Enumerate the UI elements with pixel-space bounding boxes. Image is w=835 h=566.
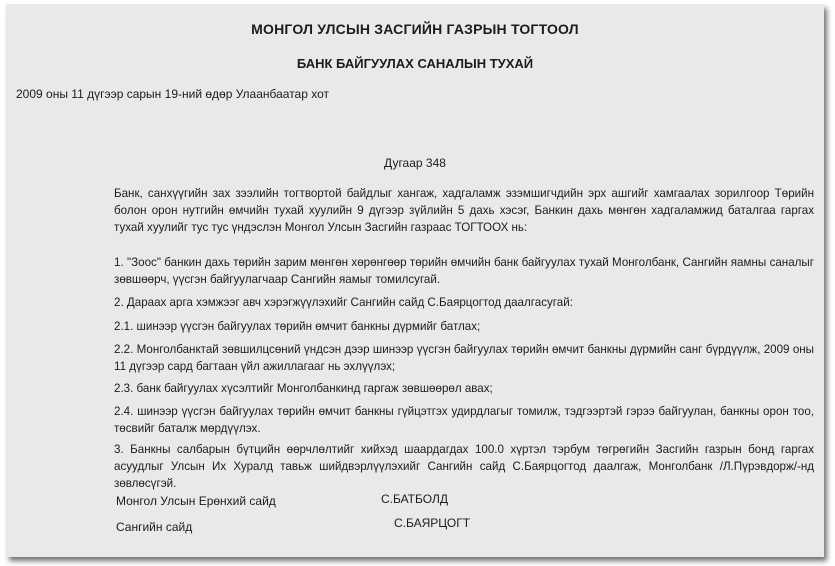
item-2-3: 2.3. банк байгуулах хүсэлтийг Монголбанкинд гаргаж зөвшөөрөл авах; (114, 382, 493, 395)
resolution-number: Дугаар 348 (384, 156, 446, 170)
preamble-paragraph: Банк, санхүүгийн зах зээлийн тогтвортой байдлыг хангаж, хадгаламж эзэмшигчдийн эрх ашгийг хамгаалах зорилгоор Төрийн болон орон нутгийн өмчийн тухай хуулийн 9 дүгээр зүйлийн 5 дахь хэсэг, Банкин дахь мөнгөн хадгаламжид баталгаа гаргах тухай хуулийг тус тус үндэслэн Монгол Улсын Засгийн газраас ТОГТООХ нь: (114, 187, 814, 234)
date-place-line: 2009 оны 11 дүгээр сарын 19-ний өдөр Улаанбаатар хот (16, 87, 330, 101)
signature-title-prime-minister: Монгол Улсын Ерөнхий сайд (116, 494, 276, 508)
item-2: 2. Дараах арга хэмжээг авч хэрэгжүүлэхийг Сангийн сайд С.Баярцогтод даалгасугай: (114, 296, 573, 309)
item-2-2: 2.2. Монголбанктай зөвшилцсөний үндсэн дээр шинээр үүсгэн байгуулах төрийн өмчит банкны дүрмийн санг бүрдүүлж, 2009 оны 11 дүгээр сард багтаан үйл ажиллагааг нь эхлүүлэх; (114, 343, 814, 373)
document-title: МОНГОЛ УЛСЫН ЗАСГИЙН ГАЗРЫН ТОГТООЛ (251, 21, 579, 37)
item-3: 3. Банкны салбарын бүтцийн өөрчлөлтийг хийхэд шаардагдах 100.0 хүртэл тэрбум төгрөгийн Засгийн газрын бонд гаргах асуудлыг Улсын Их Хуралд тавьж шийдвэрлүүлэхийг Сангийн сайд С.Баярцогтод даалгаж, Монголбанк /Л.Пүрэвдорж/-нд зөвлөсүгэй. (114, 443, 814, 490)
item-1: 1. "Зоос" банкин дахь төрийн зарим мөнгөн хөрөнгөөр төрийн өмчийн банк байгуулах тухай Монголбанк, Сангийн яамны саналыг зөвшөөрч, үүсгэн байгуулагчаар Сангийн яамыг томилсугай. (114, 256, 814, 286)
document-page (6, 4, 824, 557)
signature-title-finance-minister: Сангийн сайд (116, 520, 193, 534)
signature-name-finance-minister: С.БАЯРЦОГТ (394, 516, 471, 530)
item-2-4: 2.4. шинээр үүсгэн байгуулах төрийн өмчит банкны гүйцэтгэх удирдлагыг томилж, тэдгээртэй гэрээ байгуулан, банкны орон тоо, төсвийг баталж мөрдүүлэх. (114, 405, 814, 435)
signature-name-prime-minister: С.БАТБОЛД (381, 492, 448, 506)
item-2-1: 2.1. шинээр үүсгэн байгуулах төрийн өмчит банкны дүрмийг батлах; (114, 320, 481, 333)
document-subtitle: БАНК БАЙГУУЛАХ САНАЛЫН ТУХАЙ (296, 56, 534, 71)
